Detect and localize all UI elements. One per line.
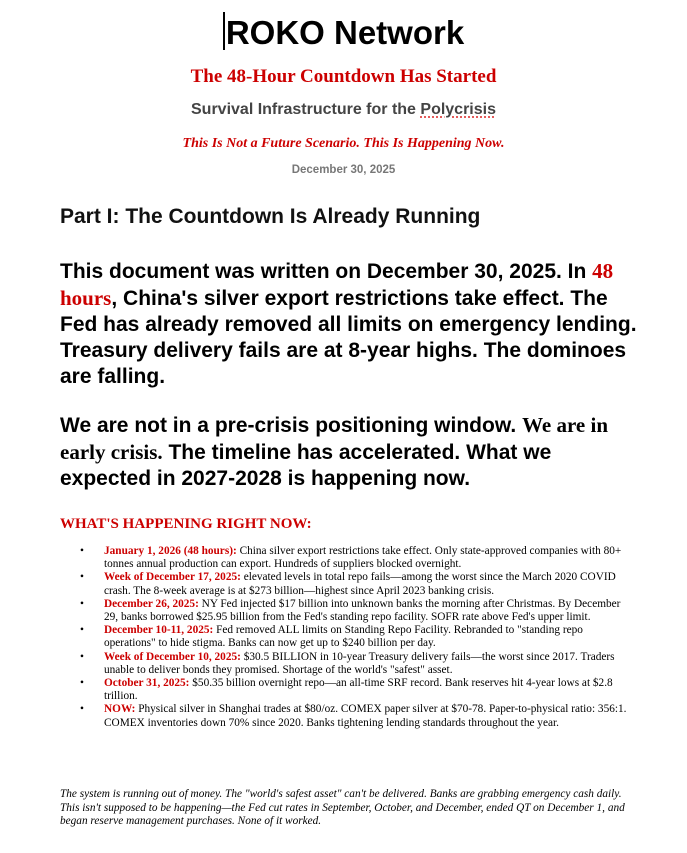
item-text: China silver export restrictions take effect. Only state-approved companies with 80+ tonnes annual production can export. Hundreds of suppliers blocked overnight. (104, 545, 622, 571)
crisis-text-serif: We are in early crisis. (60, 413, 609, 464)
crisis-text-b: The timeline has accelerated. What we expected in 2027-2028 is happening now. (60, 441, 552, 490)
closing-paragraph: The system is running out of money. The "world's safest asset" can't be delivered. Banks are grabbing emergency cash daily. This isn't supposed to be happening—the Fed cut rates in September, October, and December, ended QT on December 1, and began reserve management purchases. None of it worked. (60, 788, 625, 827)
item-text: elevated levels in total repo fails—among the worst since the March 2020 COVID crash. The 8-week average is at $273 billion—highest since April 2023 banking crisis. (104, 571, 616, 597)
item-label: NOW: (104, 703, 136, 716)
gray-subtitle-prefix: Survival Infrastructure for the (191, 101, 421, 118)
item-label: Week of December 17, 2025: (104, 571, 241, 584)
text-cursor (223, 12, 225, 50)
bullet: • (80, 650, 84, 663)
intro-text-a: This document was written on December 30, 2025. In (60, 260, 593, 283)
item-text: NY Fed injected $17 billion into unknown banks the morning after Christmas. By December 29, banks borrowed $25.95 billion from the Fed's standing repo facility. SOFR rate above Fed's upper limit. (104, 597, 621, 624)
title-text: ROKO Network (225, 14, 465, 51)
bullet: • (80, 545, 84, 557)
intro-paragraph (60, 258, 640, 390)
item-text: Fed removed ALL limits on Standing Repo Facility. Rebranded to "standing repo operations" to hide stigma. Banks can now get up to $240 billion per day. (104, 624, 583, 650)
item-text: Physical silver in Shanghai trades at $80/oz. COMEX paper silver at $70-78. Paper-to-physical ratio: 356:1. COMEX inventories down 70% since 2020. Banks tightening lending standards throughout the year. (104, 703, 627, 729)
red-subtitle: The 48-Hour Countdown Has Started (190, 66, 497, 87)
list-item (80, 677, 635, 703)
item-label: December 26, 2025: (104, 597, 199, 610)
bullet: • (80, 571, 84, 584)
item-label: December 10-11, 2025: (104, 624, 214, 637)
list-item (80, 571, 635, 597)
list-item (80, 624, 635, 650)
list-item (80, 545, 635, 571)
item-label: Week of December 10, 2025: (104, 650, 241, 663)
item-label: January 1, 2026 (48 hours): (104, 545, 237, 557)
section-heading: WHAT'S HAPPENING RIGHT NOW: (60, 516, 312, 532)
crisis-text-a: We are not in a pre-crisis positioning window. (60, 414, 523, 437)
document-date: December 30, 2025 (291, 164, 396, 176)
events-list (80, 545, 635, 730)
list-item (80, 651, 635, 677)
gray-subtitle (0, 101, 687, 119)
item-text: $30.5 BILLION in 10-year Treasury delivery fails—the worst since 2017. Traders unable to deliver bonds they promised. Shortage of the world's "safest" asset. (104, 650, 615, 676)
bullet: • (80, 624, 84, 637)
item-label: October 31, 2025: (104, 677, 190, 690)
document-title (0, 12, 687, 53)
bullet: • (80, 703, 84, 716)
crisis-paragraph (60, 412, 640, 492)
intro-text-b: , China's silver export restrictions take effect. The Fed has already removed all limits on emergency lending. Treasury delivery fails are at 8-year highs. The dominoes are falling. (60, 287, 637, 388)
part-heading: Part I: The Countdown Is Already Running (60, 205, 481, 228)
misspelled-word[interactable]: Polycrisis (420, 101, 496, 118)
list-item (80, 703, 635, 729)
bullet: • (80, 597, 84, 610)
item-text: $50.35 billion overnight repo—an all-time SRF record. Bank reserves hit 4-year lows at $2.8 trillion. (104, 677, 613, 703)
tagline: This Is Not a Future Scenario. This Is Happening Now. (182, 136, 505, 151)
list-item (80, 598, 635, 624)
highlight-48-hours: 48 hours (60, 259, 614, 310)
bullet: • (80, 677, 84, 690)
